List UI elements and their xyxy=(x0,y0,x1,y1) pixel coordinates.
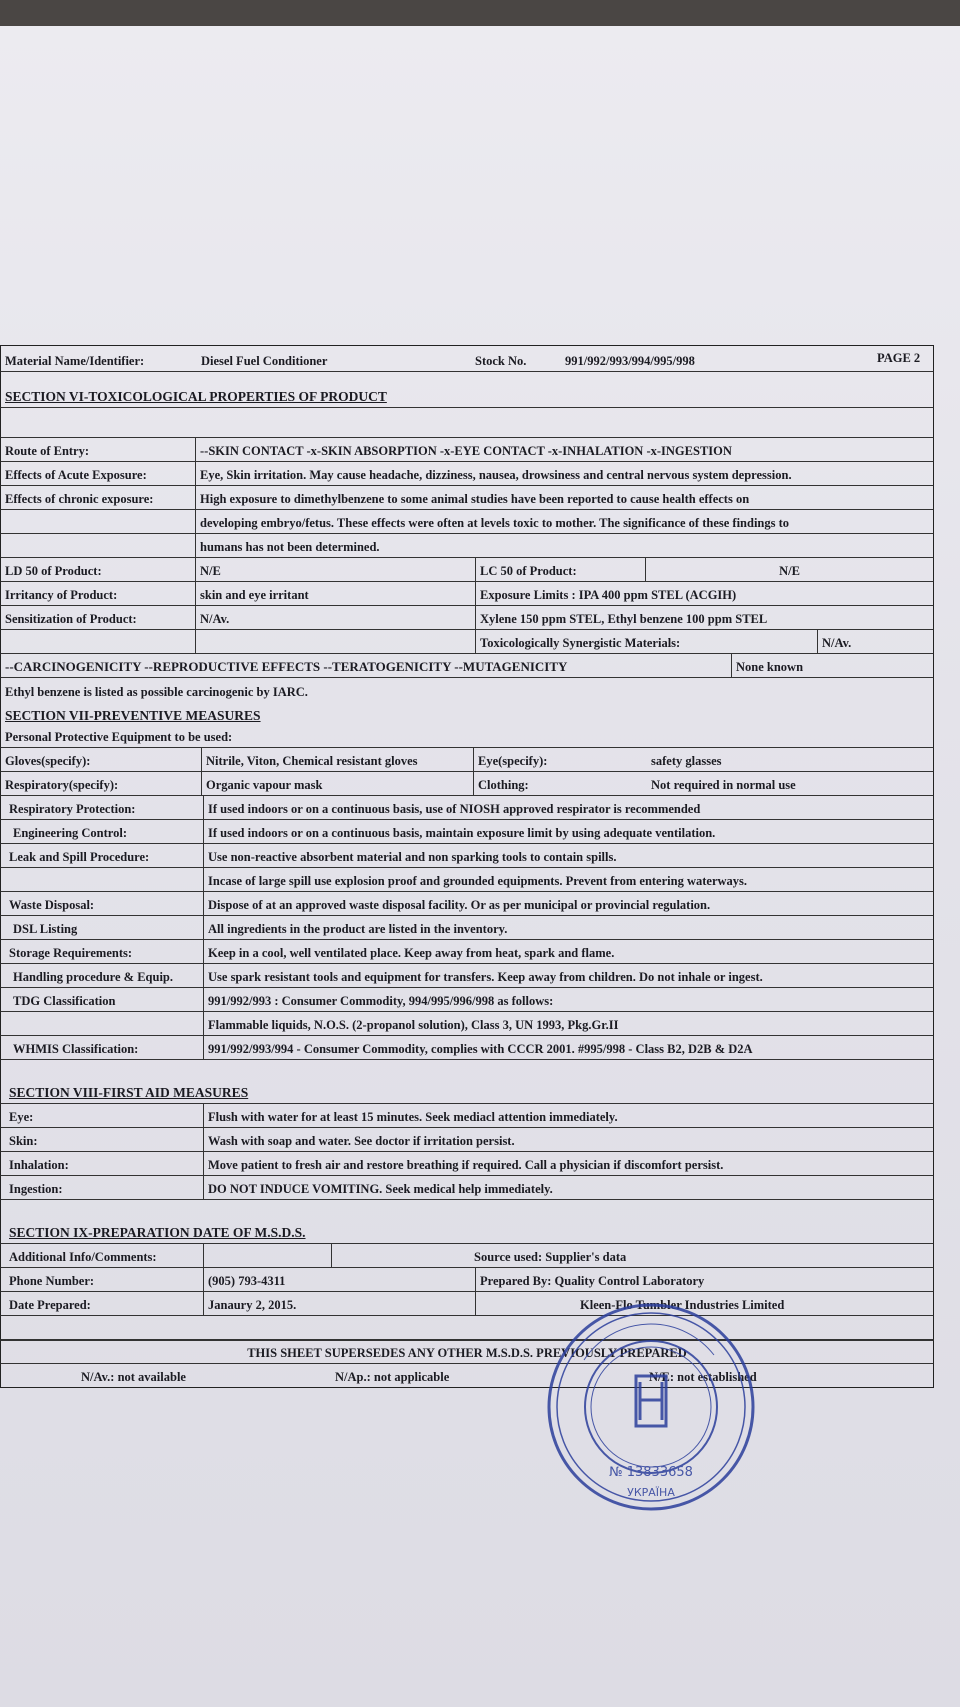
spacer xyxy=(0,1060,934,1080)
section-6-title-row xyxy=(0,386,934,408)
carcinogenicity-value: None known xyxy=(731,654,933,677)
whmis-label: WHMIS Classification: xyxy=(13,1042,139,1056)
date-value: Janaury 2, 2015. xyxy=(203,1292,300,1315)
source-used: Source used: Supplier's data xyxy=(331,1244,933,1267)
eye-label: Eye(specify): xyxy=(473,748,551,771)
resp-protection-label: Respiratory Protection: xyxy=(9,802,136,816)
respiratory-label: Respiratory(specify): xyxy=(5,778,119,792)
route-value: --SKIN CONTACT -x-SKIN ABSORPTION -x-EYE CONTACT -x-INHALATION -x-INGESTION xyxy=(195,438,933,461)
section-7-title-row xyxy=(0,702,934,726)
storage-value: Keep in a cool, well ventilated place. Keep away from heat, spark and flame. xyxy=(203,940,933,963)
chronic-line-1: High exposure to dimethylbenzene to some animal studies have been reported to cause health effects on xyxy=(195,486,933,509)
empty-cell xyxy=(195,630,475,653)
first-aid-ingestion-row xyxy=(0,1176,934,1200)
first-aid-inhalation-value: Move patient to fresh air and restore breathing if required. Call a physician if discomfort persist. xyxy=(203,1152,933,1175)
clothing-value: Not required in normal use xyxy=(651,778,796,792)
exposure-limits-2: Xylene 150 ppm STEL, Ethyl benzene 100 ppm STEL xyxy=(475,606,933,629)
first-aid-eye-label: Eye: xyxy=(9,1110,34,1124)
date-label: Date Prepared: xyxy=(9,1298,91,1312)
prepared-by: Prepared By: Quality Control Laboratory xyxy=(475,1268,933,1291)
msds-document xyxy=(0,345,934,1388)
synergistic-label: Toxicologically Synergistic Materials: xyxy=(475,630,684,653)
header-row xyxy=(0,345,934,372)
gloves-row xyxy=(0,748,934,772)
clothing-label: Clothing: xyxy=(473,772,533,795)
ethyl-note: Ethyl benzene is listed as possible carcinogenic by IARC. xyxy=(5,685,308,699)
acute-row xyxy=(0,462,934,486)
first-aid-skin-label: Skin: xyxy=(9,1134,38,1148)
chronic-row xyxy=(0,534,934,558)
first-aid-eye-value: Flush with water for at least 15 minutes. Seek mediacl attention immediately. xyxy=(203,1104,933,1127)
section-9-title-row xyxy=(0,1220,934,1244)
first-aid-inhalation-row xyxy=(0,1152,934,1176)
eye-value: safety glasses xyxy=(651,754,722,768)
storage-row xyxy=(0,940,934,964)
legend-nav: N/Av.: not available xyxy=(81,1370,186,1384)
first-aid-eye-row xyxy=(0,1104,934,1128)
section-6-title: SECTION VI-TOXICOLOGICAL PROPERTIES OF PRODUCT xyxy=(5,389,387,404)
section-7-title: SECTION VII-PREVENTIVE MEASURES xyxy=(5,708,261,723)
waste-row xyxy=(0,892,934,916)
resp-protection-row xyxy=(0,796,934,820)
lc50-label: LC 50 of Product: xyxy=(475,558,581,581)
engineering-value: If used indoors or on a continuous basis, maintain exposure limit by using adequate ventilation. xyxy=(203,820,933,843)
chronic-row xyxy=(0,510,934,534)
spacer xyxy=(0,408,934,438)
waste-value: Dispose of at an approved waste disposal facility. Or as per municipal or provincial regulation. xyxy=(203,892,933,915)
waste-label: Waste Disposal: xyxy=(9,898,95,912)
ld50-row xyxy=(0,558,934,582)
ppe-label: Personal Protective Equipment to be used: xyxy=(5,730,233,744)
stock-value: 991/992/993/994/995/998 xyxy=(565,354,695,368)
tdg-row xyxy=(0,988,934,1012)
synergistic-value: N/Av. xyxy=(817,630,933,653)
chronic-row xyxy=(0,486,934,510)
tdg-line-1: 991/992/993 : Consumer Commodity, 994/995/996/998 as follows: xyxy=(203,988,933,1011)
sensitization-label: Sensitization of Product: xyxy=(5,612,137,626)
whmis-value: 991/992/993/994 - Consumer Commodity, complies with CCCR 2001. #995/998 - Class B2, D2B & D2A xyxy=(203,1036,933,1059)
handling-value: Use spark resistant tools and equipment for transfers. Keep away from children. Do not inhale or ingest. xyxy=(203,964,933,987)
section-8-title: SECTION VIII-FIRST AID MEASURES xyxy=(9,1085,249,1100)
acute-label: Effects of Acute Exposure: xyxy=(5,468,147,482)
sensitization-value: N/Av. xyxy=(195,606,233,629)
exposure-limits-1: Exposure Limits : IPA 400 ppm STEL (ACGIH) xyxy=(475,582,933,605)
ld50-label: LD 50 of Product: xyxy=(5,564,102,578)
section-8-title-row xyxy=(0,1080,934,1104)
ppe-row xyxy=(0,726,934,748)
storage-label: Storage Requirements: xyxy=(9,946,133,960)
spacer xyxy=(0,372,934,386)
additional-info-label: Additional Info/Comments: xyxy=(9,1250,157,1264)
first-aid-ingestion-label: Ingestion: xyxy=(9,1182,63,1196)
first-aid-skin-row xyxy=(0,1128,934,1152)
route-row xyxy=(0,438,934,462)
date-row xyxy=(0,1292,934,1316)
synergistic-row xyxy=(0,630,934,654)
phone-value: (905) 793-4311 xyxy=(203,1268,289,1291)
ld50-value: N/E xyxy=(195,558,225,581)
leak-line-1: Use non-reactive absorbent material and non sparking tools to contain spills. xyxy=(203,844,933,867)
gloves-label: Gloves(specify): xyxy=(5,754,91,768)
carcinogenicity-label: --CARCINOGENICITY --REPRODUCTIVE EFFECTS --TERATOGENICITY --MUTAGENICITY xyxy=(5,659,568,674)
chronic-line-3: humans has not been determined. xyxy=(195,534,933,557)
supersedes-notice: THIS SHEET SUPERSEDES ANY OTHER M.S.D.S. PREVIOUSLY PREPARED xyxy=(247,1346,687,1360)
seal-number: № 13833658 xyxy=(609,1465,693,1480)
handling-row xyxy=(0,964,934,988)
resp-protection-value: If used indoors or on a continuous basis, use of NIOSH approved respirator is recommended xyxy=(203,796,933,819)
leak-row xyxy=(0,844,934,868)
section-9-title: SECTION IX-PREPARATION DATE OF M.S.D.S. xyxy=(9,1225,306,1240)
handling-label: Handling procedure & Equip. xyxy=(13,970,173,984)
irritancy-value: skin and eye irritant xyxy=(195,582,313,605)
first-aid-inhalation-label: Inhalation: xyxy=(9,1158,69,1172)
phone-label: Phone Number: xyxy=(9,1274,95,1288)
tdg-row xyxy=(0,1012,934,1036)
whmis-row xyxy=(0,1036,934,1060)
seal-country: УКРАЇНА xyxy=(627,1486,675,1499)
supersedes-row xyxy=(0,1340,934,1364)
ethyl-note-row xyxy=(0,678,934,702)
engineering-row xyxy=(0,820,934,844)
additional-info-row xyxy=(0,1244,934,1268)
leak-row xyxy=(0,868,934,892)
legend-ne: N/E: not established xyxy=(649,1370,757,1384)
material-label: Material Name/Identifier: xyxy=(5,354,145,368)
engineering-label: Engineering Control: xyxy=(13,826,128,840)
chronic-line-2: developing embryo/fetus. These effects were often at levels toxic to mother. The significance of these findings to xyxy=(195,510,933,533)
spacer xyxy=(0,1316,934,1340)
acute-value: Eye, Skin irritation. May cause headache, dizziness, nausea, drowsiness and central nervous system depression. xyxy=(195,462,933,485)
spacer xyxy=(0,1200,934,1220)
sensitization-row xyxy=(0,606,934,630)
tdg-line-2: Flammable liquids, N.O.S. (2-propanol solution), Class 3, UN 1993, Pkg.Gr.II xyxy=(203,1012,933,1035)
respiratory-row xyxy=(0,772,934,796)
dsl-label: DSL Listing xyxy=(13,922,78,936)
legend-row xyxy=(0,1364,934,1388)
leak-line-2: Incase of large spill use explosion proof and grounded equipments. Prevent from entering waterways. xyxy=(203,868,933,891)
company-seal xyxy=(544,1300,758,1514)
irritancy-row xyxy=(0,582,934,606)
irritancy-label: Irritancy of Product: xyxy=(5,588,118,602)
dsl-row xyxy=(0,916,934,940)
respiratory-value: Organic vapour mask xyxy=(201,772,326,795)
first-aid-ingestion-value: DO NOT INDUCE VOMITING. Seek medical help immediately. xyxy=(203,1176,933,1199)
empty-cell xyxy=(203,1244,331,1267)
material-value: Diesel Fuel Conditioner xyxy=(201,354,328,368)
stock-label: Stock No. xyxy=(475,354,527,368)
first-aid-skin-value: Wash with soap and water. See doctor if irritation persist. xyxy=(203,1128,933,1151)
legend-nap: N/Ap.: not applicable xyxy=(335,1370,450,1384)
route-label: Route of Entry: xyxy=(5,444,90,458)
dsl-value: All ingredients in the product are listed in the inventory. xyxy=(203,916,933,939)
carcinogenicity-row xyxy=(0,654,934,678)
chronic-label: Effects of chronic exposure: xyxy=(5,492,154,506)
leak-label: Leak and Spill Procedure: xyxy=(9,850,150,864)
company-name: Kleen-Flo Tumbler Industries Limited xyxy=(475,1292,933,1315)
gloves-value: Nitrile, Viton, Chemical resistant gloves xyxy=(201,748,422,771)
tdg-label: TDG Classification xyxy=(13,994,116,1008)
phone-row xyxy=(0,1268,934,1292)
page-number: PAGE 2 xyxy=(877,351,921,365)
lc50-value: N/E xyxy=(645,558,933,581)
